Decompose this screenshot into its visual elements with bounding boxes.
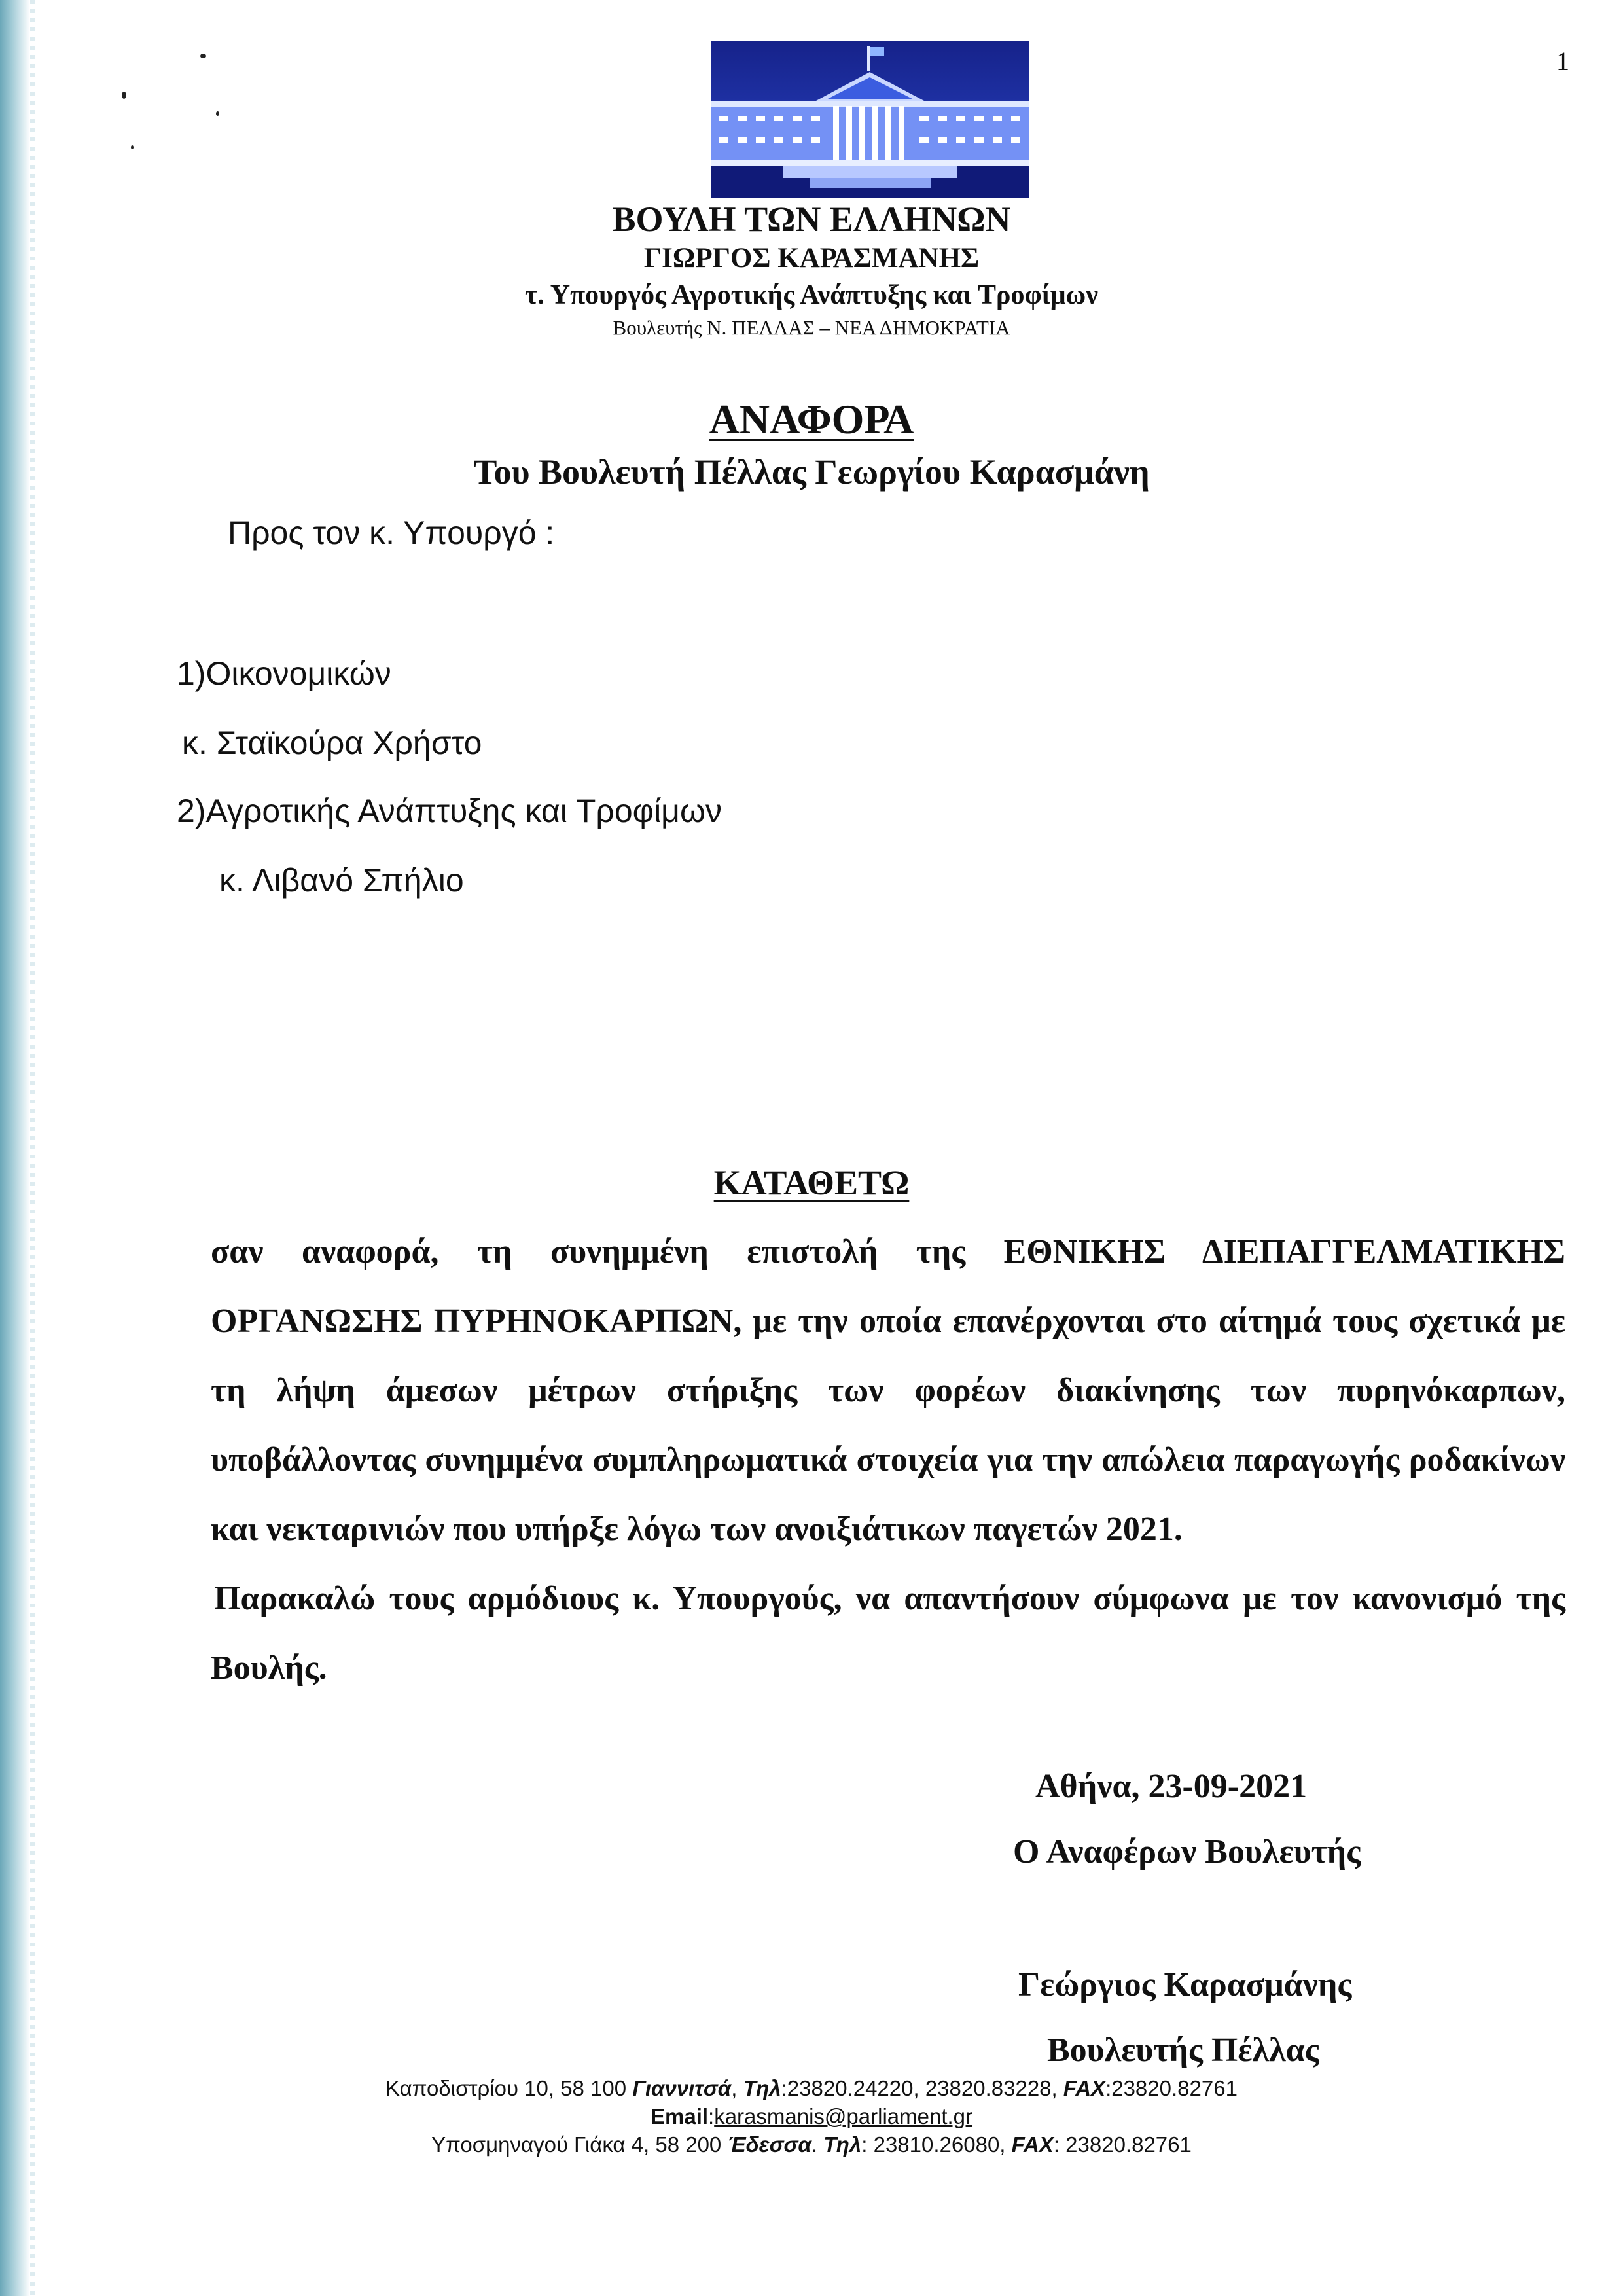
footer-address-edessa: Υποσμηναγού Γιάκα 4, 58 200 Έδεσσα. Τηλ: 23810.26080, FAX: 23820.82761 <box>431 2132 1192 2157</box>
body-paragraph: Παρακαλώ τους αρμόδιους κ. Υπουργούς, να απαντήσουν σύμφωνα με τον κανονισμό της Βουλής. <box>211 1580 1565 1687</box>
footer-email-link[interactable]: karasmanis@parliament.gr <box>714 2104 973 2128</box>
signer-role: Ο Αναφέρων Βουλευτής <box>1013 1833 1361 1871</box>
footer-fax: : 23820.82761 <box>1053 2132 1192 2157</box>
recipient-line: κ. Σταϊκούρα Χρήστο <box>182 725 482 761</box>
footer-address: Καποδιστρίου 10, 58 100 <box>385 2076 633 2100</box>
footer-email-label: Email <box>650 2104 709 2128</box>
document-subtitle: Του Βουλευτή Πέλλας Γεωργίου Καρασμάνη <box>473 452 1150 492</box>
footer-city: Έδεσσα <box>727 2132 812 2157</box>
parliament-building-logo <box>711 41 1029 198</box>
footer-fax-label: FAX <box>1011 2132 1054 2157</box>
footer-city: Γιαννιτσά <box>632 2076 732 2100</box>
footer-email-line: Email:karasmanis@parliament.gr <box>650 2104 973 2128</box>
scan-edge-artifact <box>30 0 35 2296</box>
footer-tel-label: Τηλ <box>823 2132 862 2157</box>
footer-tel: :23820.24220, 23820.83228, <box>781 2076 1063 2100</box>
signer-title: Βουλευτής Πέλλας <box>1047 2032 1319 2069</box>
recipient-line: κ. Λιβανό Σπήλιο <box>219 862 464 899</box>
footer-address: Υποσμηναγού Γιάκα 4, 58 200 <box>431 2132 728 2157</box>
mp-position: Βουλευτής Ν. ΠΕΛΛΑΣ – ΝΕΑ ΔΗΜΟΚΡΑΤΙΑ <box>613 316 1010 339</box>
former-role: τ. Υπουργός Αγροτικής Ανάπτυξης και Τροφίμων <box>525 280 1098 310</box>
footer-fax: :23820.82761 <box>1105 2076 1238 2100</box>
body-heading: ΚΑΤΑΘΕΤΩ <box>713 1163 910 1202</box>
signer-name: Γεώργιος Καρασμάνης <box>1018 1966 1352 2003</box>
recipient-line: 2)Αγροτικής Ανάπτυξης και Τροφίμων <box>177 793 722 829</box>
scan-edge-artifact <box>0 0 30 2296</box>
body-paragraph: σαν αναφορά, τη συνημμένη επιστολή της ΕΘΝΙΚΗΣ ΔΙΕΠΑΓΓΕΛΜΑΤΙΚΗΣ ΟΡΓΑΝΩΣΗΣ ΠΥΡΗΝΟΚΑΡΠΩΝ, με την οποία επανέρχονται στο αίτημά τους σχετικά με τη λήψη άμεσων μέτρων στήριξης των φορέων διακίνησης των πυρηνόκαρπων, υποβάλλοντας συνημμένα συμπληρωματικά στοιχεία για την απώλεια παραγωγής ροδακίνων και νεκταρινιών που υπήρξε λόγω των ανοιξιάτικων παγετών 2021. <box>211 1233 1565 1548</box>
place-date: Αθήνα, 23-09-2021 <box>1035 1768 1308 1805</box>
recipients-label: Προς τον κ. Υπουργό : <box>228 514 555 551</box>
parliament-name: ΒΟΥΛΗ ΤΩΝ ΕΛΛΗΝΩΝ <box>612 200 1011 239</box>
mp-name: ΓΙΩΡΓΟΣ ΚΑΡΑΣΜΑΝΗΣ <box>643 243 980 274</box>
scan-speck <box>200 54 206 58</box>
scan-speck <box>122 92 126 99</box>
recipient-line: 1)Οικονομικών <box>177 655 391 692</box>
footer-address-giannitsa: Καποδιστρίου 10, 58 100 Γιαννιτσά, Τηλ:23820.24220, 23820.83228, FAX:23820.82761 <box>385 2076 1238 2100</box>
document-title: ΑΝΑΦΟΡΑ <box>709 396 914 442</box>
page-number: 1 <box>1556 46 1569 76</box>
scan-speck <box>131 145 134 149</box>
footer-tel-label: Τηλ <box>743 2076 781 2100</box>
scan-speck <box>216 111 219 116</box>
footer-tel: : 23810.26080, <box>861 2132 1012 2157</box>
body-text <box>211 1217 1565 1703</box>
footer-fax-label: FAX <box>1063 2076 1106 2100</box>
